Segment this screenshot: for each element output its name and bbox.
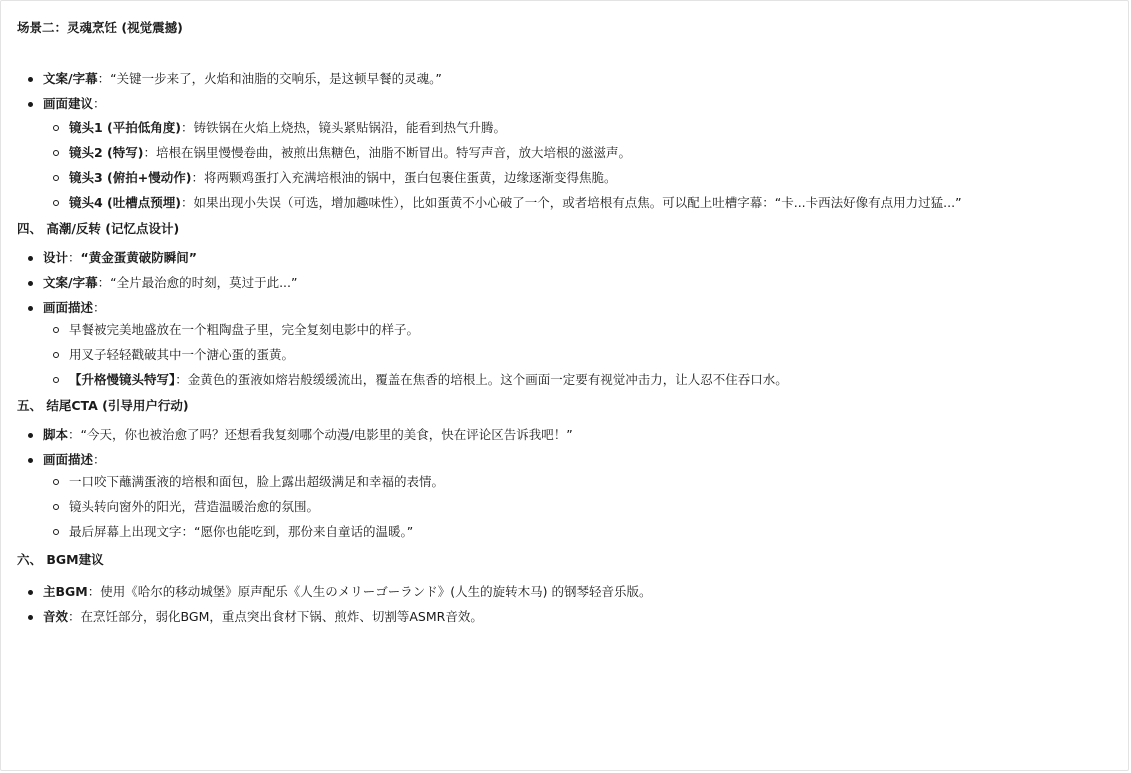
- list-item: 早餐被完美地盛放在一个粗陶盘子里，完全复刻电影中的样子。: [43, 320, 1112, 340]
- list-item-shot-4: 镜头4 (吐槽点预埋)：如果出现小失误（可选，增加趣味性），比如蛋黄不小心破了一个，或者培根有点焦。可以配上吐槽字幕：“卡...卡西法好像有点用力过猛...”: [43, 193, 1112, 213]
- list-item: 文案/字幕：“关键一步来了，火焰和油脂的交响乐，是这顿早餐的灵魂。”: [17, 69, 1112, 89]
- section-heading-bgm: 六、 BGM建议: [17, 552, 104, 567]
- cta-list: [17, 425, 1112, 542]
- list-item: 音效：在烹饪部分，弱化BGM，重点突出食材下锅、煎炸、切割等ASMR音效。: [17, 607, 1112, 627]
- list-item: 镜头转向窗外的阳光，营造温暖治愈的氛围。: [43, 497, 1112, 517]
- list-item: 设计：“黄金蛋黄破防瞬间”: [17, 248, 1112, 268]
- bgm-list: [17, 582, 1112, 627]
- list-item: 文案/字幕：“全片最治愈的时刻，莫过于此...”: [17, 273, 1112, 293]
- list-item: 【升格慢镜头特写】：金黄色的蛋液如熔岩般缓缓流出，覆盖在焦香的培根上。这个画面一定要有视觉冲击力，让人忍不住吞口水。: [43, 370, 1112, 390]
- climax-sub-list: [43, 320, 1112, 390]
- list-item: 画面建议： 镜头1 (平拍低角度)：铸铁锅在火焰上烧热，镜头紧贴锅沿，能看到热气升腾。 镜头2 (特写)：培根在锅里慢慢卷曲，被煎出焦糖色，油脂不断冒出。特写声音，放大培根的滋滋声。 镜头3 (俯拍+慢动作)：将两颗鸡蛋打入充满培根油的锅中，蛋白包裹住蛋黄，边缘逐渐变得焦脆。 镜头4 (吐槽点预埋)：如果出现小失误（可选，增加趣味性），比如蛋黄不小心破了一个，或者培根有点焦。可以配上吐槽字幕：“卡...卡西法好像有点用力过猛...”: [17, 94, 1112, 213]
- document-content: [17, 18, 1112, 632]
- list-item: 画面描述： 早餐被完美地盛放在一个粗陶盘子里，完全复刻电影中的样子。 用叉子轻轻戳破其中一个溏心蛋的蛋黄。 【升格慢镜头特写】：金黄色的蛋液如熔岩般缓缓流出，覆盖在焦香的培根上。这个画面一定要有视觉冲击力，让人忍不住吞口水。: [17, 298, 1112, 390]
- list-item: 一口咬下蘸满蛋液的培根和面包，脸上露出超级满足和幸福的表情。: [43, 472, 1112, 492]
- list-item: 脚本：“今天，你也被治愈了吗？还想看我复刻哪个动漫/电影里的美食，快在评论区告诉我吧！”: [17, 425, 1112, 445]
- section-heading-climax: 四、 高潮/反转 (记忆点设计): [17, 221, 180, 236]
- list-item: 主BGM：使用《哈尔的移动城堡》原声配乐《人生のメリーゴーランド》(人生的旋转木马) 的钢琴轻音乐版。: [17, 582, 1112, 602]
- cta-sub-list: [43, 472, 1112, 542]
- list-item: 画面描述： 一口咬下蘸满蛋液的培根和面包，脸上露出超级满足和幸福的表情。 镜头转向窗外的阳光，营造温暖治愈的氛围。 最后屏幕上出现文字：“愿你也能吃到，那份来自童话的温暖。”: [17, 450, 1112, 542]
- list-item: 用叉子轻轻戳破其中一个溏心蛋的蛋黄。: [43, 345, 1112, 365]
- section-heading-scene-two: 场景二：灵魂烹饪 (视觉震撼): [17, 20, 183, 35]
- list-item-shot-1: 镜头1 (平拍低角度)：铸铁锅在火焰上烧热，镜头紧贴锅沿，能看到热气升腾。: [43, 118, 1112, 138]
- climax-list: [17, 248, 1112, 390]
- scene-two-list: [17, 69, 1112, 213]
- list-item-shot-3: 镜头3 (俯拍+慢动作)：将两颗鸡蛋打入充满培根油的锅中，蛋白包裹住蛋黄，边缘逐渐变得焦脆。: [43, 168, 1112, 188]
- section-heading-cta: 五、 结尾CTA (引导用户行动): [17, 398, 189, 413]
- list-item-shot-2: 镜头2 (特写)：培根在锅里慢慢卷曲，被煎出焦糖色，油脂不断冒出。特写声音，放大培根的滋滋声。: [43, 143, 1112, 163]
- shot-list: [43, 118, 1112, 213]
- list-item: 最后屏幕上出现文字：“愿你也能吃到，那份来自童话的温暖。”: [43, 522, 1112, 542]
